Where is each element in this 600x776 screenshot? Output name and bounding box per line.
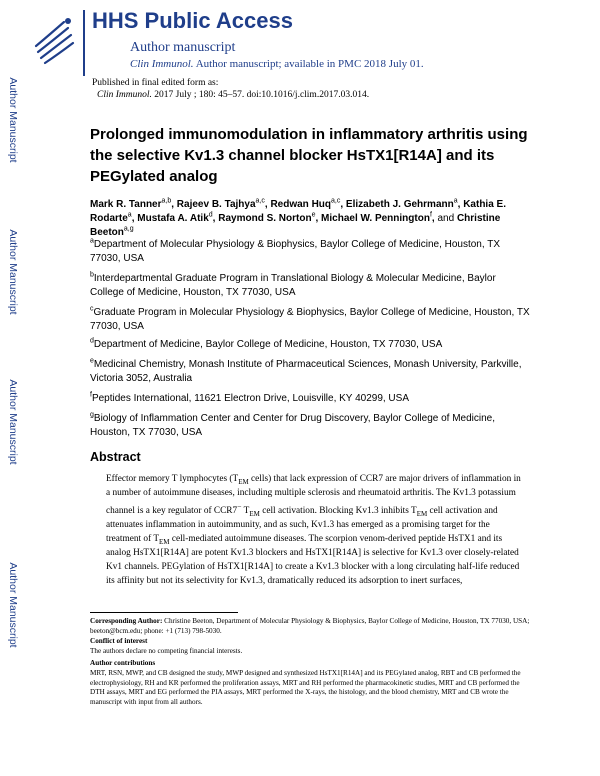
affiliation-sup: a bbox=[90, 237, 94, 245]
author-name: Raymond S. Norton bbox=[218, 213, 312, 224]
sidebar-label-3: Author Manuscript bbox=[7, 379, 19, 465]
published-note: Published in final edited form as: bbox=[92, 78, 219, 88]
affiliation-text: Department of Medicine, Baylor College of Medicine, Houston, TX 77030, USA bbox=[93, 339, 443, 350]
header-divider bbox=[83, 10, 85, 76]
header-journal: Clin Immunol. bbox=[130, 58, 194, 70]
contributions-label: Author contributions bbox=[90, 659, 156, 667]
affiliation bbox=[90, 338, 530, 352]
author-sup: a bbox=[127, 211, 132, 219]
author-name: Michael W. Pennington bbox=[321, 213, 430, 224]
abstract-text: cell activation and attenuates inflammation in autoimmunity, and as such, Kv1.3 has emerged as a promising target for the treatment of T bbox=[106, 506, 498, 545]
affiliation-text: Interdepartmental Graduate Program in Translational Biology & Molecular Medicine, Baylor College of Medicine, Houston, TX 77030, USA bbox=[90, 273, 496, 298]
affiliation bbox=[90, 392, 530, 406]
author-name: Rajeev B. Tajhya bbox=[176, 199, 256, 210]
paper-title: Prolonged immunomodulation in inflammatory arthritis using the selective Kv1.3 channel blocker HsTX1[R14A] and its PEGylated analog bbox=[90, 126, 528, 185]
author-name: Christine Beeton bbox=[90, 213, 501, 238]
author-sup: a,c bbox=[255, 197, 265, 205]
citation-details: 2017 July ; 180: 45–57. doi:10.1016/j.clim.2017.03.014. bbox=[151, 90, 370, 100]
author-name: Kathia E. Rodarte bbox=[90, 199, 506, 224]
sidebar-label-4: Author Manuscript bbox=[7, 562, 19, 648]
affiliation-sup: d bbox=[90, 337, 94, 345]
affiliation bbox=[90, 412, 530, 440]
affiliation-sup: b bbox=[90, 271, 94, 279]
abstract-sub: EM bbox=[416, 509, 428, 518]
author-sup: a,g bbox=[123, 225, 134, 233]
abstract-text: cells) that lack expression of CCR7 are major drivers of inflammation in a number of autoimmune diseases, including multiple sclerosis and rheumatoid arthritis. The Kv1.3 potassium channel is a key regulator of CCR7 bbox=[106, 474, 521, 517]
author-sup: a,b bbox=[161, 197, 172, 205]
abstract-heading: Abstract bbox=[90, 450, 141, 464]
affiliation-text: Graduate Program in Molecular Physiology & Biophysics, Baylor College of Medicine, Houston, TX 77030, USA bbox=[90, 307, 530, 332]
hhs-eagle-logo-icon bbox=[30, 12, 80, 68]
abstract-sup: − bbox=[237, 502, 242, 511]
author-sup: a,c bbox=[331, 197, 341, 205]
affiliation-sup: f bbox=[90, 391, 92, 399]
contributions-heading bbox=[90, 659, 530, 669]
author-sup: d bbox=[208, 211, 213, 219]
affiliation bbox=[90, 272, 530, 300]
author-name: Mark R. Tanner bbox=[90, 199, 162, 210]
header-availability bbox=[130, 58, 424, 70]
corresponding-author-label: Corresponding Author: bbox=[90, 617, 163, 625]
author-sup: f bbox=[429, 211, 432, 219]
sidebar-label-2: Author Manuscript bbox=[7, 229, 19, 315]
abstract-text: T bbox=[241, 506, 250, 517]
abstract-sub: EM bbox=[159, 537, 170, 546]
header-subtitle: Author manuscript bbox=[130, 40, 236, 55]
author-list: Mark R. Tanner$^{a,b}$, Rajeev B. Tajhya$^{a,c}$, Redwan Huq$^{a,c}$, Elizabeth J. Gehrmann$^a$, Kathia E. Rodarte$^a$, Mustafa A. Atik$^d$, Raymond S. Norton$^e$, Michael W. Pennington$^f$, and Christine Beeton$^{a,g}$ bbox=[90, 197, 506, 238]
corresponding-author-note bbox=[90, 617, 530, 636]
footnote-rule bbox=[90, 612, 238, 613]
affiliation-text: Peptides International, 11621 Electron Drive, Louisville, KY 40299, USA bbox=[91, 393, 409, 404]
header-availability-text: Author manuscript; available in PMC 2018 July 01. bbox=[193, 58, 424, 70]
author-name: Redwan Huq bbox=[270, 199, 332, 210]
conflict-text: The authors declare no competing financial interests. bbox=[90, 647, 243, 655]
abstract-text: cell-mediated autoimmune diseases. The scorpion venom-derived peptide HsTX1 and its analog HsTX1[R14A] are potent Kv1.3 blockers and HsTX1[R14A] is selective for Kv1.3 over closely-related Kv1 channels. PEGylation of HsTX1[R14A] to create a Kv1.3 blocker with a long circulating half-life reduced its affinity but not its selectivity for Kv1.3, dramatically reduced its adsorption to inert surfaces, bbox=[106, 534, 520, 587]
affiliation bbox=[90, 358, 530, 386]
sidebar-label-1: Author Manuscript bbox=[7, 77, 19, 163]
affiliation-sup: c bbox=[90, 305, 94, 313]
affiliation-text: Department of Molecular Physiology & Biophysics, Baylor College of Medicine, Houston, TX 77030, USA bbox=[90, 239, 501, 264]
header-title: HHS Public Access bbox=[92, 8, 293, 33]
citation bbox=[97, 90, 369, 100]
affiliation-text: Medicinal Chemistry, Monash Institute of Pharmaceutical Sciences, Monash University, Parkville, Victoria 3052, Australia bbox=[90, 359, 522, 384]
abstract-text: Effector memory T lymphocytes (T bbox=[106, 474, 239, 484]
author-name: Mustafa A. Atik bbox=[137, 213, 209, 224]
citation-journal: Clin Immunol. bbox=[97, 90, 152, 100]
author-name: Elizabeth J. Gehrmann bbox=[345, 199, 454, 210]
affiliation-text: Biology of Inflammation Center and Center for Drug Discovery, Baylor College of Medicine, Houston, TX 77030, USA bbox=[90, 413, 496, 438]
abstract-text: cell activation. Blocking Kv1.3 inhibits T bbox=[259, 506, 417, 517]
conflict-label: Conflict of interest bbox=[90, 637, 148, 645]
corresponding-author-text: Christine Beeton, Department of Molecular Physiology & Biophysics, Baylor College of Medicine, Houston, TX 77030, USA; beeton@bcm.edu; phone: +1 (713) 798-5030. bbox=[90, 617, 530, 635]
affiliation-sup: g bbox=[90, 411, 94, 419]
contributions-text: MRT, RSN, MWP, and CB designed the study, MWP designed and synthesized HsTX1[R14A] and its PEGylated analog, RBT and CB performed the electrophysiology, RH and KR performed the proliferation assays, MRT and RH performed the pharmacokinetic studies, MRT and CB performed the DTH assays, MRT and EG performed the PIA assays, MRT performed the X-rays, the histology, and the blood chemistry, MRT and CB wrote the manuscript with input from all authors. bbox=[90, 669, 521, 706]
author-sup: a bbox=[453, 197, 458, 205]
affiliation-sup: e bbox=[90, 357, 94, 365]
abstract-sub: EM bbox=[249, 509, 260, 518]
affiliation bbox=[90, 238, 530, 266]
author-sup: e bbox=[311, 211, 316, 219]
affiliation bbox=[90, 306, 530, 334]
conflict-heading bbox=[90, 637, 530, 647]
abstract-body bbox=[106, 472, 526, 588]
authors-and: and bbox=[437, 213, 455, 224]
abstract-sub: EM bbox=[238, 477, 249, 486]
